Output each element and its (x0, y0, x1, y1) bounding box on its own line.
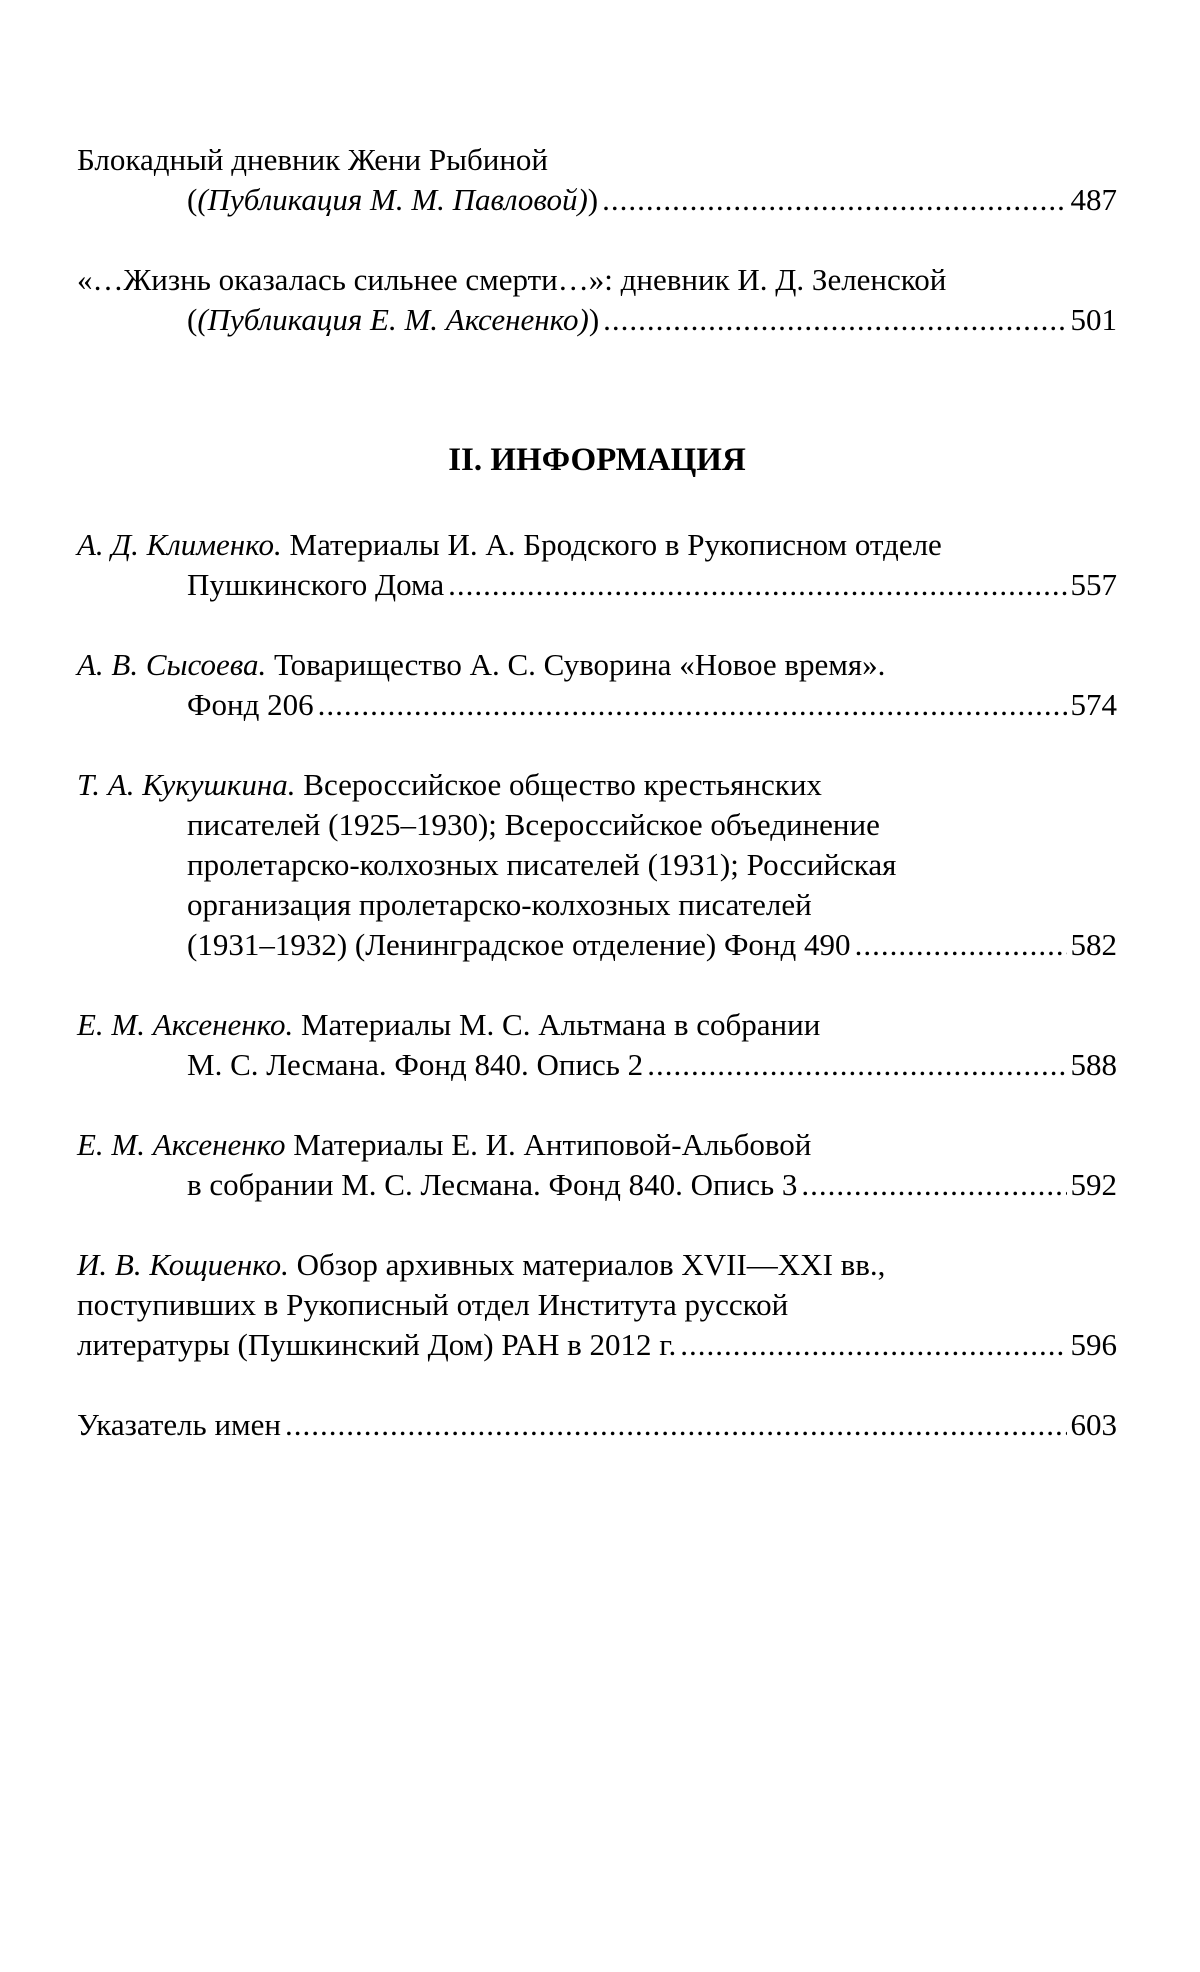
entry-publication-italic: (Публикация М. М. Павловой) (197, 182, 588, 217)
page-number: 588 (1070, 1047, 1117, 1082)
entry-title-end: литературы (Пушкинский Дом) РАН в 2012 г. (77, 1327, 677, 1362)
entry-title-end: Фонд 206 (187, 687, 314, 722)
toc-entry-koshchienko (77, 1245, 1117, 1365)
entry-title-end: (1931–1932) (Ленинградское отделение) Фонд 490 (187, 927, 851, 962)
dot-leader (647, 1045, 1066, 1085)
entry-title: Обзор архивных материалов XVII—XXI вв., (288, 1247, 886, 1282)
toc-entry-rybina-diary (77, 140, 1117, 220)
entry-first-line (77, 645, 1117, 685)
entry-title-line: пролетарско-колхозных писателей (1931); Российская (187, 847, 897, 882)
entry-first-line (77, 1005, 1117, 1045)
entry-last-line (77, 1325, 1117, 1365)
entry-title-end: М. С. Лесмана. Фонд 840. Опись 2 (187, 1047, 644, 1082)
dot-leader (680, 1325, 1066, 1365)
entry-last-line (77, 1165, 1117, 1205)
toc-entry-klimenko (77, 525, 1117, 605)
entry-last-line (77, 1045, 1117, 1085)
page-number: 574 (1070, 687, 1117, 722)
entry-title: Блокадный дневник Жени Рыбиной (77, 142, 548, 177)
entry-last-line (77, 180, 1117, 220)
entry-title-end: Пушкинского Дома (187, 567, 445, 602)
entry-author: А. В. Сысоева. (77, 647, 267, 682)
entry-title: «…Жизнь оказалась сильнее смерти…»: дневник И. Д. Зеленской (77, 262, 947, 297)
toc-entry-name-index (77, 1405, 1117, 1445)
dot-leader (448, 565, 1066, 605)
entry-last-line (77, 300, 1117, 340)
entry-author: А. Д. Клименко. (77, 527, 282, 562)
page-number: 596 (1070, 1327, 1117, 1362)
entry-last-line (77, 565, 1117, 605)
entry-publication: ((Публикация Е. М. Аксененко)) (187, 302, 600, 337)
dot-leader (318, 685, 1067, 725)
entry-first-line (77, 1245, 1117, 1285)
entry-author: Е. М. Аксененко. (77, 1007, 294, 1042)
entry-title: Товарищество А. С. Суворина «Новое время». (266, 647, 886, 682)
page-number: 603 (1070, 1407, 1117, 1442)
dot-leader (285, 1405, 1067, 1445)
dot-leader (602, 180, 1066, 220)
entry-title: Материалы М. С. Альтмана в собрании (293, 1007, 821, 1042)
toc-entry-sysoeva (77, 645, 1117, 725)
page-number: 582 (1070, 927, 1117, 962)
section-heading: II. ИНФОРМАЦИЯ (448, 442, 746, 478)
entry-first-line (77, 1125, 1117, 1165)
toc-entry-zelenskaya-diary (77, 260, 1117, 340)
entry-last-line (77, 1405, 1117, 1445)
entry-title: Материалы И. А. Бродского в Рукописном отделе (281, 527, 942, 562)
dot-leader (855, 925, 1067, 965)
page-number: 557 (1070, 567, 1117, 602)
entry-first-line (77, 765, 1117, 805)
entry-author: Е. М. Аксененко (77, 1127, 286, 1162)
dot-leader (603, 300, 1066, 340)
entry-last-line (77, 685, 1117, 725)
page-number: 592 (1070, 1167, 1117, 1202)
toc-entry-aksenenko-antipova (77, 1125, 1117, 1205)
table-of-contents (77, 140, 1117, 1485)
entry-first-line (77, 525, 1117, 565)
page-number: 487 (1070, 182, 1117, 217)
entry-title-line: организация пролетарско-колхозных писателей (187, 887, 812, 922)
entry-publication: ((Публикация М. М. Павловой)) (187, 182, 599, 217)
entry-last-line (77, 925, 1117, 965)
entry-author: Т. А. Кукушкина. (77, 767, 296, 802)
dot-leader (801, 1165, 1066, 1205)
entry-title: Материалы Е. И. Антиповой-Альбовой (285, 1127, 812, 1162)
entry-title-line: поступивших в Рукописный отдел Института русской (77, 1287, 789, 1322)
entry-title-line: писателей (1925–1930); Всероссийское объединение (187, 807, 880, 842)
entry-title: Указатель имен (77, 1407, 281, 1442)
toc-entry-aksenenko-altman (77, 1005, 1117, 1085)
entry-author: И. В. Кощиенко. (77, 1247, 289, 1282)
entry-title: Всероссийское общество крестьянских (295, 767, 822, 802)
page-number: 501 (1070, 302, 1117, 337)
entry-title-end: в собрании М. С. Лесмана. Фонд 840. Опись 3 (187, 1167, 798, 1202)
toc-entry-kukushkina (77, 765, 1117, 965)
entry-publication-italic: (Публикация Е. М. Аксененко) (197, 302, 589, 337)
